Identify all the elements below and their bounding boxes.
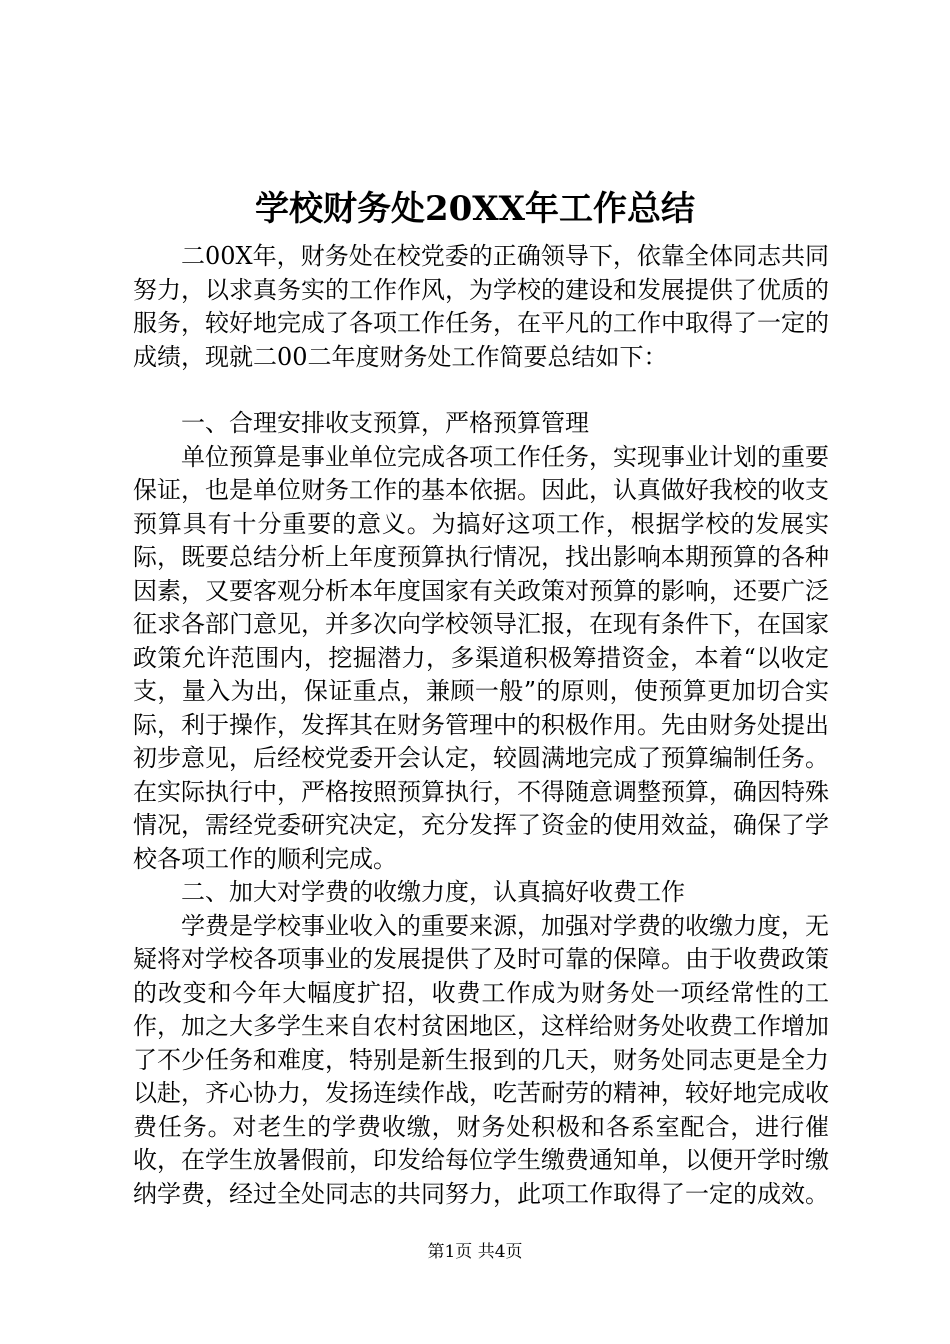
section-1-heading: 一、合理安排收支预算，严格预算管理 xyxy=(181,409,589,437)
section-2-body: 学费是学校事业收入的重要来源，加强对学费的收缴力度，无疑将对学校各项事业的发展提供了及时可靠的保障。由于收费政策的改变和今年大幅度扩招，收费工作成为财务处一项经常性的工作，加之大多学生来自农村贫困地区，这样给财务处收费工作增加了不少任务和难度，特别是新生报到的几天，财务处同志更是全力以赴，齐心协力，发扬连续作战，吃苦耐劳的精神，较好地完成收费任务。对老生的学费收缴，财务处积极和各系室配合，进行催收，在学生放暑假前，印发给每位学生缴费通知单，以便开学时缴纳学费，经过全处同志的共同努力，此项工作取得了一定的成效。 xyxy=(133,911,829,1208)
document-body xyxy=(133,240,829,1211)
section-1-body: 单位预算是事业单位完成各项工作任务，实现事业计划的重要保证，也是单位财务工作的基本依据。因此，认真做好我校的收支预算具有十分重要的意义。为搞好这项工作，根据学校的发展实际，既要总结分析上年度预算执行情况，找出影响本期预算的各种因素，又要客观分析本年度国家有关政策对预算的影响，还要广泛征求各部门意见，并多次向学校领导汇报，在现有条件下，在国家政策允许范围内，挖掘潜力，多渠道积极筹措资金，本着“以收定支，量入为出，保证重点，兼顾一般”的原则，使预算更加切合实际，利于操作，发挥其在财务管理中的积极作用。先由财务处提出初步意见，后经校党委开会认定，较圆满地完成了预算编制任务。在实际执行中，严格按照预算执行，不得随意调整预算，确因特殊情况，需经党委研究决定，充分发挥了资金的使用效益，确保了学校各项工作的顺利完成。 xyxy=(133,442,829,873)
intro-paragraph: 二00X年，财务处在校党委的正确领导下，依靠全体同志共同努力，以求真务实的工作作风，为学校的建设和发展提供了优质的服务，较好地完成了各项工作任务，在平凡的工作中取得了一定的成绩，现就二00二年度财务处工作简要总结如下： xyxy=(133,242,829,371)
document-title: 学校财务处20XX年工作总结 xyxy=(254,189,696,229)
page-footer: 第1页 共4页 xyxy=(427,1242,523,1262)
section-2-heading: 二、加大对学费的收缴力度，认真搞好收费工作 xyxy=(181,878,685,906)
